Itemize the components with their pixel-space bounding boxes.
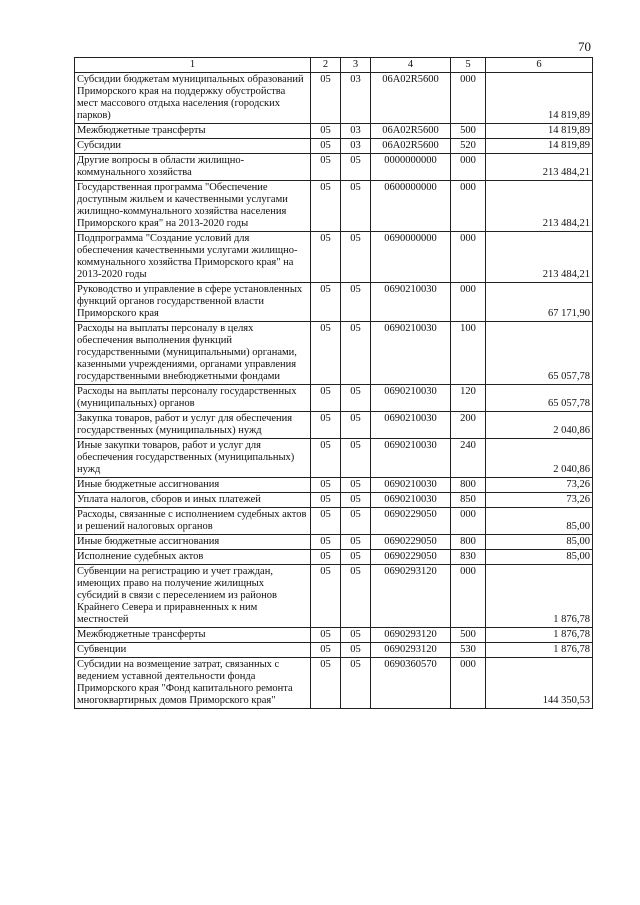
subsection-code-cell: 05 [341, 439, 371, 478]
section-code-cell: 05 [311, 283, 341, 322]
page-number: 70 [578, 39, 591, 54]
table-row [75, 535, 593, 550]
section-code-cell: 05 [311, 139, 341, 154]
expense-type-cell: 530 [451, 643, 486, 658]
target-article-cell: 0000000000 [371, 154, 451, 181]
table-row [75, 439, 593, 478]
subsection-code-cell: 05 [341, 535, 371, 550]
target-article-cell: 0690210030 [371, 493, 451, 508]
target-article-cell: 06А02R5600 [371, 73, 451, 124]
table-row [75, 550, 593, 565]
header-cell: 6 [486, 58, 593, 73]
subsection-code-cell: 05 [341, 550, 371, 565]
expense-type-cell: 500 [451, 628, 486, 643]
amount-cell: 65 057,78 [486, 385, 593, 412]
subsection-code-cell: 03 [341, 139, 371, 154]
subsection-code-cell: 05 [341, 154, 371, 181]
amount-cell: 14 819,89 [486, 73, 593, 124]
table-row [75, 124, 593, 139]
row-name-cell: Межбюджетные трансферты [75, 124, 311, 139]
section-code-cell: 05 [311, 439, 341, 478]
amount-cell: 14 819,89 [486, 139, 593, 154]
target-article-cell: 0690000000 [371, 232, 451, 283]
section-code-cell: 05 [311, 181, 341, 232]
row-name-cell: Другие вопросы в области жилищно-коммунального хозяйства [75, 154, 311, 181]
table-header-row [75, 58, 593, 73]
table-row [75, 508, 593, 535]
amount-cell: 2 040,86 [486, 439, 593, 478]
section-code-cell: 05 [311, 322, 341, 385]
expense-type-cell: 850 [451, 493, 486, 508]
row-name-cell: Субвенции на регистрацию и учет граждан, имеющих право на получение жилищных субсидий в связи с переселением из районов Крайнего Севера и приравненных к ним местностей [75, 565, 311, 628]
section-code-cell: 05 [311, 565, 341, 628]
amount-cell: 2 040,86 [486, 412, 593, 439]
expense-type-cell: 830 [451, 550, 486, 565]
section-code-cell: 05 [311, 232, 341, 283]
amount-cell: 1 876,78 [486, 628, 593, 643]
subsection-code-cell: 05 [341, 643, 371, 658]
header-cell: 3 [341, 58, 371, 73]
subsection-code-cell: 05 [341, 658, 371, 709]
subsection-code-cell: 05 [341, 232, 371, 283]
table-row [75, 658, 593, 709]
section-code-cell: 05 [311, 412, 341, 439]
expense-type-cell: 000 [451, 181, 486, 232]
section-code-cell: 05 [311, 550, 341, 565]
subsection-code-cell: 05 [341, 412, 371, 439]
row-name-cell: Подпрограмма "Создание условий для обеспечения качественными услугами жилищно-коммунального хозяйства Приморского края" на 2013-2020 годы [75, 232, 311, 283]
row-name-cell: Иные бюджетные ассигнования [75, 535, 311, 550]
target-article-cell: 0690293120 [371, 565, 451, 628]
section-code-cell: 05 [311, 508, 341, 535]
section-code-cell: 05 [311, 535, 341, 550]
amount-cell: 73,26 [486, 478, 593, 493]
section-code-cell: 05 [311, 478, 341, 493]
amount-cell: 1 876,78 [486, 565, 593, 628]
table-row [75, 385, 593, 412]
expense-type-cell: 240 [451, 439, 486, 478]
target-article-cell: 06А02R5600 [371, 124, 451, 139]
section-code-cell: 05 [311, 658, 341, 709]
target-article-cell: 0690210030 [371, 412, 451, 439]
table-row [75, 73, 593, 124]
amount-cell: 85,00 [486, 535, 593, 550]
subsection-code-cell: 03 [341, 124, 371, 139]
row-name-cell: Исполнение судебных актов [75, 550, 311, 565]
expense-type-cell: 520 [451, 139, 486, 154]
expense-type-cell: 000 [451, 658, 486, 709]
expense-type-cell: 500 [451, 124, 486, 139]
row-name-cell: Государственная программа "Обеспечение доступным жильем и качественными услугами жилищно-коммунального хозяйства населения Приморского края" на 2013-2020 годы [75, 181, 311, 232]
subsection-code-cell: 05 [341, 493, 371, 508]
target-article-cell: 0690360570 [371, 658, 451, 709]
table-row [75, 232, 593, 283]
table-row [75, 322, 593, 385]
row-name-cell: Расходы на выплаты персоналу государственных (муниципальных) органов [75, 385, 311, 412]
header-cell: 2 [311, 58, 341, 73]
section-code-cell: 05 [311, 124, 341, 139]
row-name-cell: Иные бюджетные ассигнования [75, 478, 311, 493]
table-row [75, 154, 593, 181]
table-row [75, 478, 593, 493]
amount-cell: 73,26 [486, 493, 593, 508]
target-article-cell: 0600000000 [371, 181, 451, 232]
target-article-cell: 0690229050 [371, 535, 451, 550]
target-article-cell: 0690210030 [371, 439, 451, 478]
amount-cell: 67 171,90 [486, 283, 593, 322]
row-name-cell: Руководство и управление в сфере установленных функций органов государственной власти Приморского края [75, 283, 311, 322]
expense-type-cell: 000 [451, 232, 486, 283]
expense-type-cell: 000 [451, 565, 486, 628]
amount-cell: 14 819,89 [486, 124, 593, 139]
table-row [75, 181, 593, 232]
row-name-cell: Субвенции [75, 643, 311, 658]
row-name-cell: Субсидии на возмещение затрат, связанных с ведением уставной деятельности фонда Приморского края "Фонд капитального ремонта многоквартирных домов Приморского края" [75, 658, 311, 709]
subsection-code-cell: 05 [341, 385, 371, 412]
target-article-cell: 0690210030 [371, 283, 451, 322]
amount-cell: 213 484,21 [486, 154, 593, 181]
table-row [75, 283, 593, 322]
subsection-code-cell: 05 [341, 322, 371, 385]
amount-cell: 213 484,21 [486, 181, 593, 232]
header-cell: 4 [371, 58, 451, 73]
amount-cell: 144 350,53 [486, 658, 593, 709]
amount-cell: 1 876,78 [486, 643, 593, 658]
section-code-cell: 05 [311, 628, 341, 643]
amount-cell: 213 484,21 [486, 232, 593, 283]
subsection-code-cell: 05 [341, 283, 371, 322]
subsection-code-cell: 05 [341, 478, 371, 493]
target-article-cell: 0690210030 [371, 478, 451, 493]
row-name-cell: Закупка товаров, работ и услуг для обеспечения государственных (муниципальных) нужд [75, 412, 311, 439]
row-name-cell: Расходы на выплаты персоналу в целях обеспечения выполнения функций государственными (муниципальными) органами, казенными учреждениями, органами управления государственными внебюджетными фондами [75, 322, 311, 385]
expense-type-cell: 200 [451, 412, 486, 439]
target-article-cell: 0690293120 [371, 628, 451, 643]
row-name-cell: Расходы, связанные с исполнением судебных актов и решений налоговых органов [75, 508, 311, 535]
amount-cell: 85,00 [486, 550, 593, 565]
budget-table [74, 57, 593, 709]
expense-type-cell: 000 [451, 154, 486, 181]
target-article-cell: 06А02R5600 [371, 139, 451, 154]
expense-type-cell: 800 [451, 478, 486, 493]
row-name-cell: Уплата налогов, сборов и иных платежей [75, 493, 311, 508]
header-cell: 5 [451, 58, 486, 73]
table-row [75, 412, 593, 439]
section-code-cell: 05 [311, 154, 341, 181]
expense-type-cell: 100 [451, 322, 486, 385]
target-article-cell: 0690293120 [371, 643, 451, 658]
subsection-code-cell: 05 [341, 508, 371, 535]
table-row [75, 643, 593, 658]
row-name-cell: Межбюджетные трансферты [75, 628, 311, 643]
table-row [75, 565, 593, 628]
table-row [75, 493, 593, 508]
expense-type-cell: 000 [451, 283, 486, 322]
expense-type-cell: 000 [451, 73, 486, 124]
header-cell: 1 [75, 58, 311, 73]
section-code-cell: 05 [311, 73, 341, 124]
expense-type-cell: 120 [451, 385, 486, 412]
subsection-code-cell: 03 [341, 73, 371, 124]
section-code-cell: 05 [311, 493, 341, 508]
table-row [75, 139, 593, 154]
section-code-cell: 05 [311, 643, 341, 658]
expense-type-cell: 000 [451, 508, 486, 535]
target-article-cell: 0690210030 [371, 322, 451, 385]
target-article-cell: 0690210030 [371, 385, 451, 412]
expense-type-cell: 800 [451, 535, 486, 550]
subsection-code-cell: 05 [341, 565, 371, 628]
subsection-code-cell: 05 [341, 628, 371, 643]
amount-cell: 85,00 [486, 508, 593, 535]
row-name-cell: Субсидии бюджетам муниципальных образований Приморского края на поддержку обустройства мест массового отдыха населения (городских парков) [75, 73, 311, 124]
target-article-cell: 0690229050 [371, 550, 451, 565]
row-name-cell: Иные закупки товаров, работ и услуг для обеспечения государственных (муниципальных) нужд [75, 439, 311, 478]
row-name-cell: Субсидии [75, 139, 311, 154]
section-code-cell: 05 [311, 385, 341, 412]
table-row [75, 628, 593, 643]
subsection-code-cell: 05 [341, 181, 371, 232]
amount-cell: 65 057,78 [486, 322, 593, 385]
target-article-cell: 0690229050 [371, 508, 451, 535]
